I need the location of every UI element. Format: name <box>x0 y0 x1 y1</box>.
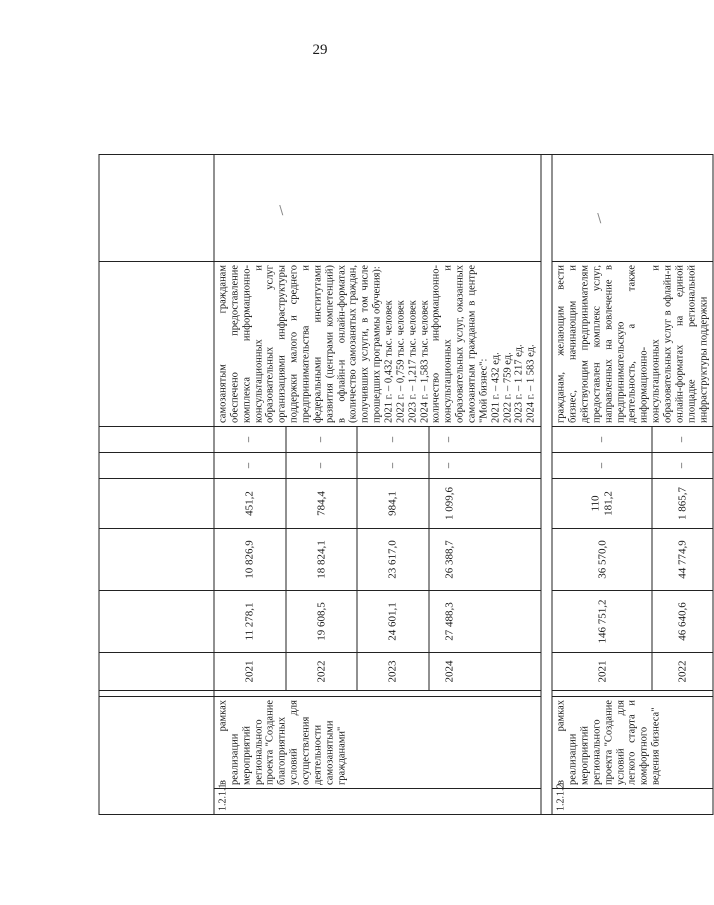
table-row <box>552 155 652 815</box>
outcome-line: 2022 г. – 759 ед. <box>502 352 514 423</box>
outcome-line: количество информационно-консультационных и образовательных услуг, оказанных самозанятым гражданам в центре "Мой бизнес": <box>430 265 490 423</box>
separator-row <box>541 155 552 815</box>
pen-mark: \ <box>597 211 602 226</box>
year-cell: 2021 <box>552 653 652 691</box>
value-regional: 784,4 <box>286 479 358 529</box>
value-regional: 451,2 <box>214 479 286 529</box>
value-total: 46 640,6 <box>652 591 713 653</box>
value-local: – <box>552 453 652 479</box>
outcome-line: 2022 г. – 0,759 тыс. человек <box>395 300 407 423</box>
measures-table <box>99 154 714 815</box>
value-other: – <box>552 427 652 453</box>
value-regional: 1 099,6 <box>429 479 541 529</box>
outcome-line: самозанятым гражданам обеспечено предоставление комплекса информационно-консультационных и образовательных услуг организациями инфраструктуры поддержки малого и среднего предпринимательства и федеральными институтами развития (центрами компетенций) в офлайн-и онлайн-форматах (количество самозанятых граждан, получивших услуги, в том числе прошедших программы обучения): <box>217 265 383 423</box>
year-cell: 2022 <box>286 653 358 691</box>
table-header-row <box>99 155 214 815</box>
outcome-line: 2021 г. – 0,432 тыс. человек <box>383 300 395 423</box>
blank-cell <box>214 155 541 262</box>
year-cell: 2022 <box>652 653 713 691</box>
section-description: в рамках реализации мероприятий регионального проекта "Создание благоприятных условий для осуществления деятельности самозанятыми гражданами" <box>214 697 541 789</box>
value-other: – <box>214 427 286 453</box>
page-number: 29 <box>312 42 328 58</box>
value-other: – <box>286 427 358 453</box>
value-total: 24 601,1 <box>357 591 429 653</box>
section-code: 1.2.1.2 <box>552 789 713 815</box>
section-description: в рамках реализации мероприятий регионального проекта "Создание условий для легкого старта и комфортного ведения бизнеса" <box>552 697 713 789</box>
value-federal: 36 570,0 <box>552 529 652 591</box>
value-local: – <box>429 453 541 479</box>
value-regional: 984,1 <box>357 479 429 529</box>
value-local: – <box>286 453 358 479</box>
year-cell: 2024 <box>429 653 541 691</box>
pen-mark: \ <box>279 203 284 218</box>
value-federal: 23 617,0 <box>357 529 429 591</box>
value-local: – <box>652 453 713 479</box>
value-federal: 18 824,1 <box>286 529 358 591</box>
value-federal: 26 388,7 <box>429 529 541 591</box>
section-outcome <box>214 262 541 427</box>
value-other: – <box>357 427 429 453</box>
outcome-line: гражданам, желающим вести бизнес, начинающим и действующим предпринимателям предоставлен комплекс услуг, направленных на вовлечение в предпринимательскую деятельность, а также информационно-консультационных и образовательных услуг в офлайн-и онлайн-форматах на единой площадке региональной инфраструктуры поддержки <box>555 265 710 423</box>
value-federal: 10 826,9 <box>214 529 286 591</box>
outcome-line: 2021 г. – 432 ед. <box>490 352 502 423</box>
outcome-line: 2024 г. – 1,583 тыс. человек <box>419 300 431 423</box>
value-total: 19 608,5 <box>286 591 358 653</box>
value-regional: 1 865,7 <box>652 479 713 529</box>
outcome-line: 2024 г. – 1 583 ед. <box>525 344 537 423</box>
outcome-line: 2023 г. – 1 217 ед. <box>513 344 525 423</box>
value-regional: 110 181,2 <box>552 479 652 529</box>
table-row <box>214 155 286 815</box>
value-total: 11 278,1 <box>214 591 286 653</box>
year-cell: 2021 <box>214 653 286 691</box>
value-other: – <box>429 427 541 453</box>
rotated-table-block <box>99 155 710 815</box>
blank-cell <box>552 155 713 262</box>
year-cell: 2023 <box>357 653 429 691</box>
value-federal: 44 774,9 <box>652 529 713 591</box>
outcome-line: 2023 г. – 1,217 тыс. человек <box>407 300 419 423</box>
section-code: 1.2.1.1 <box>214 789 541 815</box>
section-outcome <box>552 262 713 427</box>
value-total: 146 751,2 <box>552 591 652 653</box>
value-local: – <box>357 453 429 479</box>
value-total: 27 488,3 <box>429 591 541 653</box>
value-other: – <box>652 427 713 453</box>
value-local: – <box>214 453 286 479</box>
